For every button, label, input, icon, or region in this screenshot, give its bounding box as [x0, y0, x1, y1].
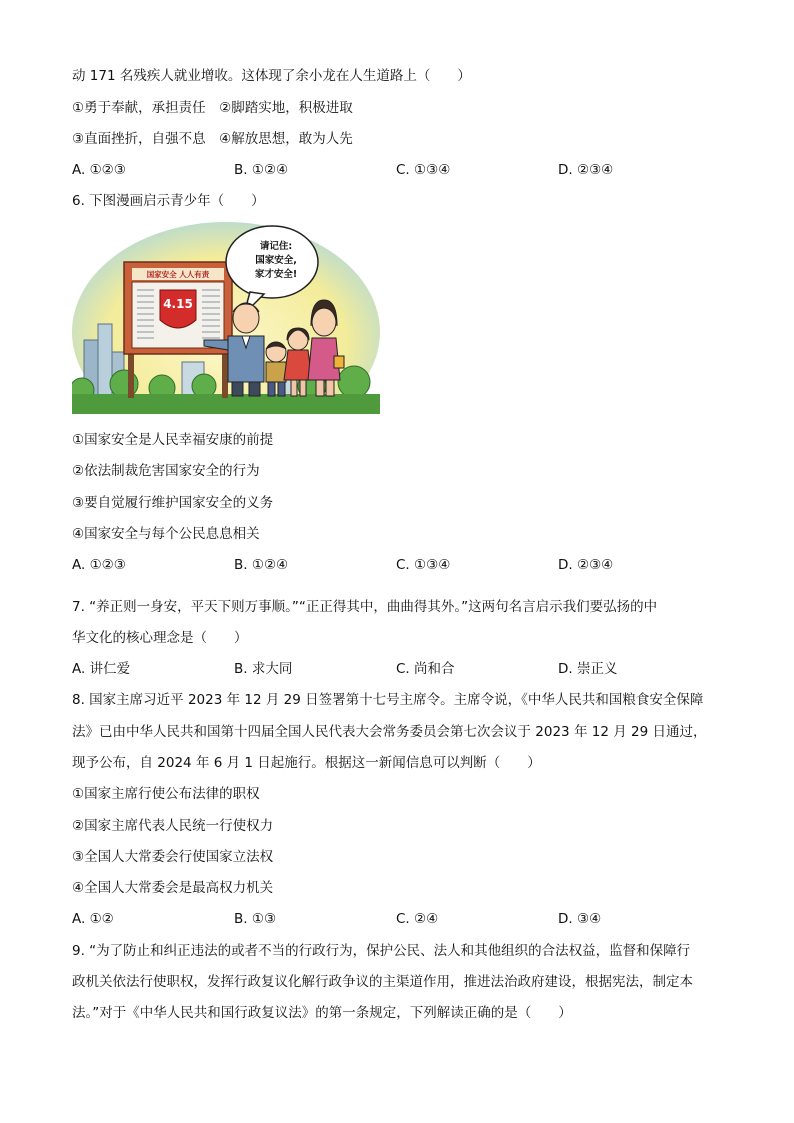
- q8-item-1: ①国家主席行使公布法律的职权: [72, 786, 260, 802]
- q6-option-c: C. ①③④: [396, 557, 451, 573]
- q8-option-c: C. ②④: [396, 911, 439, 927]
- date-badge: 4.15: [163, 297, 193, 311]
- q9-stem-line-2: 政机关依法行使职权，发挥行政复议化解行政争议的主渠道作用，推进法治政府建设，根据宪法，制定本: [72, 974, 693, 990]
- q5-option-d: D. ②③④: [558, 162, 614, 178]
- q6-item-1: ①国家安全是人民幸福安康的前提: [72, 432, 274, 448]
- q9-stem-line-1: 9. “为了防止和纠正违法的或者不当的行政行为，保护公民、法人和其他组织的合法权益，监督和保障行: [72, 943, 691, 959]
- q7-option-a: A. 讲仁爱: [72, 661, 131, 677]
- q5-option-a: A. ①②③: [72, 162, 126, 178]
- q7-stem-line-2: 华文化的核心理念是（ ）: [72, 630, 248, 646]
- speech-line-3: 家才安全!: [254, 269, 298, 280]
- board-title: 国家安全 人人有责: [146, 270, 210, 279]
- q6-option-a: A. ①②③: [72, 557, 126, 573]
- q6-option-b: B. ①②④: [234, 557, 289, 573]
- q8-item-4: ④全国人大常委会是最高权力机关: [72, 880, 274, 896]
- q6-stem: 6. 下图漫画启示青少年（ ）: [72, 193, 265, 209]
- q6-item-2: ②依法制裁危害国家安全的行为: [72, 463, 260, 479]
- speech-line-1: 请记住:: [259, 241, 293, 252]
- q5-item-2: ③直面挫折，自强不息 ④解放思想，敢为人先: [72, 131, 353, 147]
- q8-stem-line-2: 法》已由中华人民共和国第十四届全国人民代表大会常务委员会第七次会议于 2023 年 12 月 29 日通过，: [72, 724, 707, 740]
- q8-stem-line-1: 8. 国家主席习近平 2023 年 12 月 29 日签署第十七号主席令。主席令说，《中华人民共和国粮食安全保障: [72, 692, 704, 708]
- national-security-cartoon: [72, 222, 380, 414]
- q8-option-a: A. ①②: [72, 911, 114, 927]
- q9-stem-line-3: 法。”对于《中华人民共和国行政复议法》的第一条规定，下列解读正确的是（ ）: [72, 1005, 572, 1021]
- q6-item-4: ④国家安全与每个公民息息相关: [72, 526, 260, 542]
- q8-item-2: ②国家主席代表人民统一行使权力: [72, 818, 274, 834]
- q5-option-c: C. ①③④: [396, 162, 451, 178]
- q7-option-c: C. 尚和合: [396, 661, 455, 677]
- q7-option-d: D. 崇正义: [558, 661, 618, 677]
- q8-stem-line-3: 现予公布，自 2024 年 6 月 1 日起施行。根据这一新闻信息可以判断（ ）: [72, 755, 541, 771]
- q7-stem-line-1: 7. “养正则一身安，平天下则万事顺。”“正正得其中，曲曲得其外。”这两句名言启示我们要弘扬的中: [72, 599, 658, 615]
- q5-item-1: ①勇于奉献，承担责任 ②脚踏实地，积极进取: [72, 100, 353, 116]
- q6-item-3: ③要自觉履行维护国家安全的义务: [72, 495, 274, 511]
- q8-item-3: ③全国人大常委会行使国家立法权: [72, 849, 274, 865]
- speech-line-2: 国家安全,: [255, 255, 297, 266]
- q6-option-d: D. ②③④: [558, 557, 614, 573]
- q5-stem-tail: 动 171 名残疾人就业增收。这体现了余小龙在人生道路上（ ）: [72, 68, 471, 84]
- q7-option-b: B. 求大同: [234, 661, 293, 677]
- q8-option-d: D. ③④: [558, 911, 602, 927]
- q5-option-b: B. ①②④: [234, 162, 289, 178]
- q8-option-b: B. ①③: [234, 911, 277, 927]
